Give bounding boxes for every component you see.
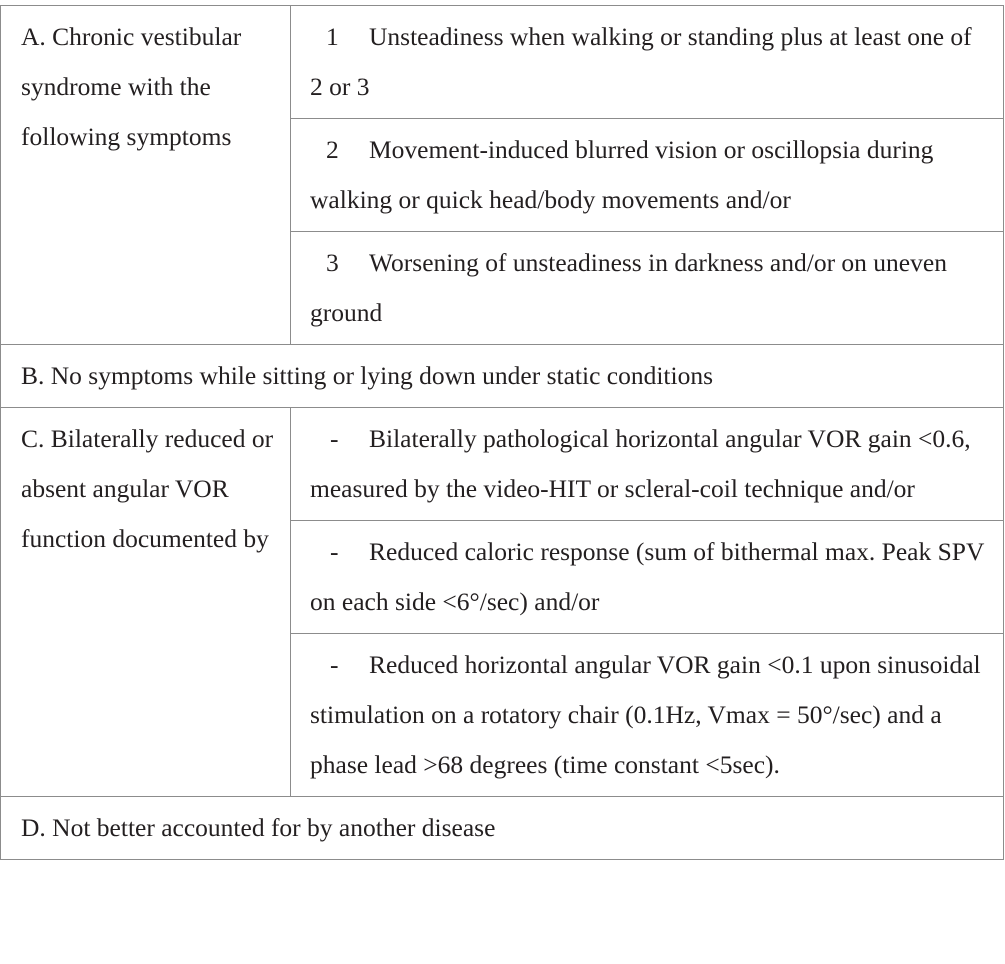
item-dash: - xyxy=(330,424,339,453)
criterion-c-item-2 xyxy=(291,521,1004,634)
criterion-a-item-2 xyxy=(291,119,1004,232)
item-dash: - xyxy=(330,537,339,566)
criterion-a-label: A. Chronic vestibular syndrome with the following symptoms xyxy=(21,22,242,151)
item-number: 3 xyxy=(326,248,339,277)
diagnostic-criteria-table xyxy=(0,5,1004,860)
item-text: Worsening of unsteadiness in darkness and/or on uneven ground xyxy=(310,248,947,327)
criterion-c-row-1 xyxy=(1,408,1004,521)
item-text: Unsteadiness when walking or standing plus at least one of 2 or 3 xyxy=(310,22,972,101)
criterion-a-row-1 xyxy=(1,6,1004,119)
item-text: Bilaterally pathological horizontal angular VOR gain <0.6, measured by the video-HIT or scleral-coil technique and/or xyxy=(310,424,971,503)
criterion-d-cell xyxy=(1,797,1004,860)
criterion-a-item-3 xyxy=(291,232,1004,345)
item-dash: - xyxy=(330,650,339,679)
criterion-c-item-1 xyxy=(291,408,1004,521)
criterion-d-label: D. Not better accounted for by another disease xyxy=(21,813,496,842)
item-number: 2 xyxy=(326,135,339,164)
item-number: 1 xyxy=(326,22,339,51)
criterion-b-label: B. No symptoms while sitting or lying down under static conditions xyxy=(21,361,714,390)
criterion-c-label: C. Bilaterally reduced or absent angular VOR function documented by xyxy=(21,424,274,553)
item-text: Reduced caloric response (sum of bithermal max. Peak SPV on each side <6°/sec) and/or xyxy=(310,537,984,616)
criterion-b-cell xyxy=(1,345,1004,408)
criterion-a-item-1 xyxy=(291,6,1004,119)
item-text: Reduced horizontal angular VOR gain <0.1 upon sinusoidal stimulation on a rotatory chair (0.1Hz, Vmax = 50°/sec) and a phase lead >68 degrees (time constant <5sec). xyxy=(310,650,981,779)
criterion-b-row xyxy=(1,345,1004,408)
item-text: Movement-induced blurred vision or oscillopsia during walking or quick head/body movements and/or xyxy=(310,135,934,214)
criterion-a-label-cell xyxy=(1,6,291,345)
criterion-c-label-cell xyxy=(1,408,291,797)
criterion-d-row xyxy=(1,797,1004,860)
criterion-c-item-3 xyxy=(291,634,1004,797)
